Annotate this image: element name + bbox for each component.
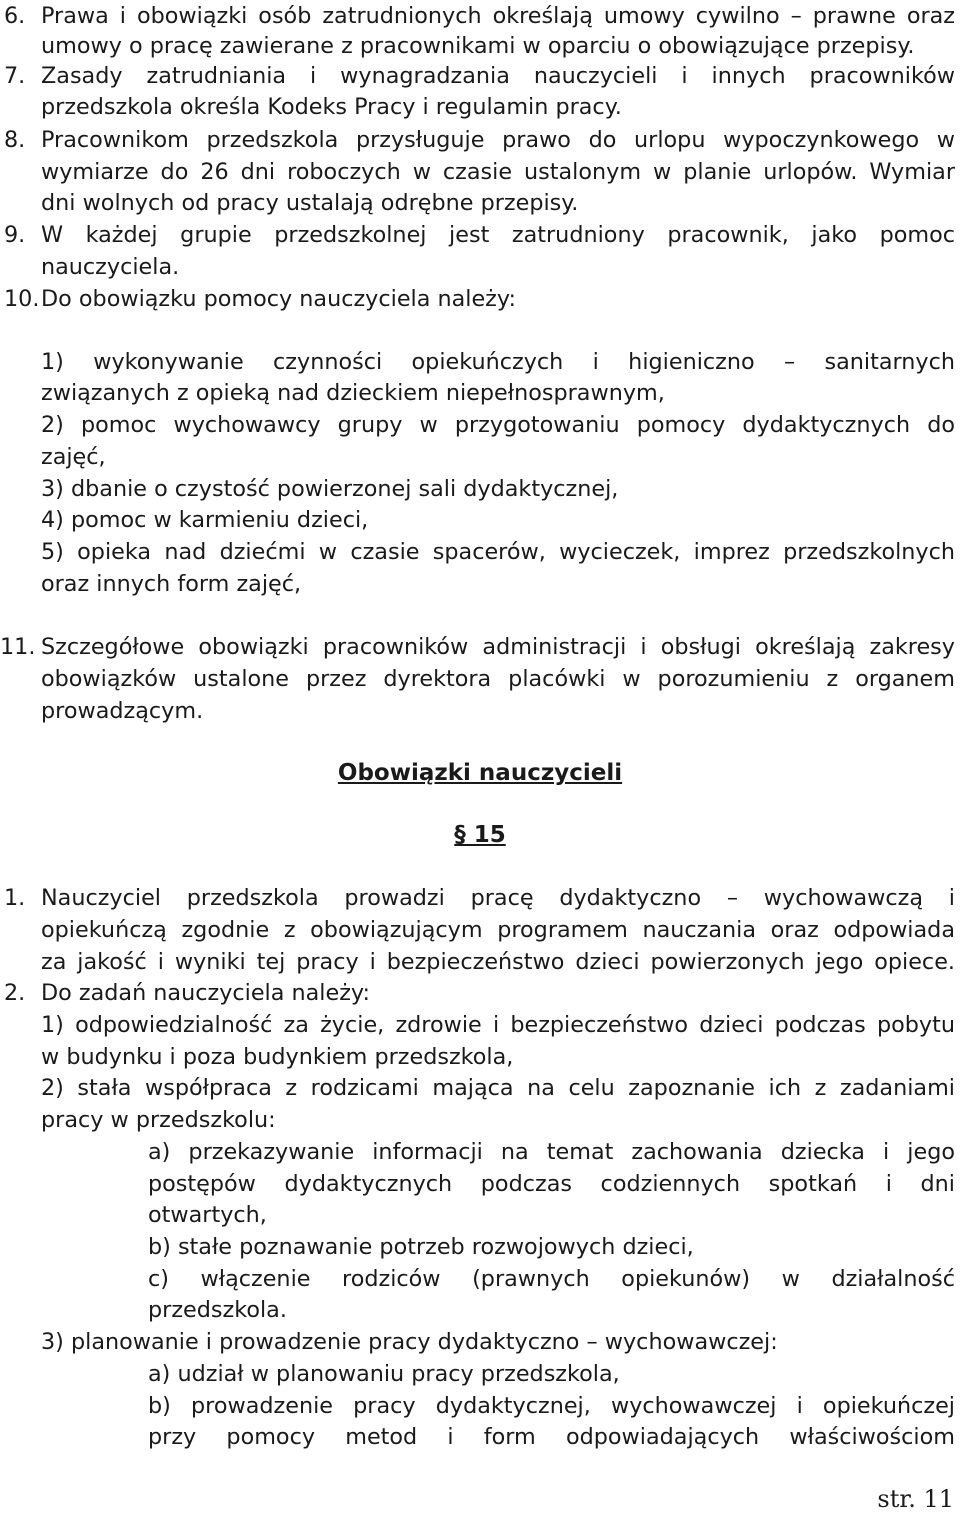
duty-text-line: związanych z opieką nad dzieckiem niepełnosprawnym, [41,380,665,406]
item-text-line: dni wolnych od pracy ustalają odrębne przepisy. [41,190,579,216]
subtask-item [0,1263,960,1295]
item-number: 2. [4,980,26,1006]
item-text-line: prowadzącym. [41,698,204,724]
teacher-item-2 [0,977,960,1009]
item-text-line: W każdej grupie przedszkolnej jest zatrudniony pracownik, jako pomoc [41,222,955,248]
item-number: 8. [4,127,26,153]
item-text-line: Zasady zatrudniania i wynagradzania nauczycieli i innych pracowników [41,63,955,89]
section-title: Obowiązki nauczycieli [337,760,623,786]
subtask-text-line: a) przekazywanie informacji na temat zachowania dziecka i jego [148,1139,955,1165]
list-item-6 [0,0,960,32]
subtask-text-line: postępów dydaktycznych podczas codziennych spotkań i dni [148,1171,955,1197]
item-text-line: Prawa i obowiązki osób zatrudnionych określają umowy cywilno – prawne oraz [41,3,955,29]
item-text-line: Szczegółowe obowiązki pracowników administracji i obsługi określają zakresy [41,634,955,660]
item-text-line: nauczyciela. [41,254,180,280]
subtask-item [0,1358,960,1390]
subtask-text-line: przy pomocy metod i form odpowiadających właściwościom [148,1424,955,1450]
subtask-item [0,1390,960,1422]
page-number: str. 11 [877,1485,954,1513]
section-number: § 15 [454,822,506,848]
subtask-text-line: otwartych, [148,1202,267,1228]
duty-item [0,473,960,505]
task-text-line: pracy w przedszkolu: [41,1107,276,1133]
item-number: 6. [4,3,26,29]
item-text-line: Pracownikom przedszkola przysługuje prawo do urlopu wypoczynkowego w [41,127,955,153]
subtask-item [0,1136,960,1168]
task-item [0,1072,960,1104]
item-number: 9. [4,222,26,248]
duty-item [0,504,960,536]
subtask-text-line: b) prowadzenie pracy dydaktycznej, wychowawczej i opiekuńczej [148,1393,955,1419]
task-item [0,1326,960,1358]
subtask-text-line: przedszkola. [148,1297,287,1323]
item-text-line: umowy o pracę zawierane z pracownikami w oparciu o obowiązujące przepisy. [41,33,915,59]
duty-item [0,409,960,441]
duty-item [0,346,960,378]
duty-text-line: 3) dbanie o czystość powierzonej sali dydaktycznej, [41,476,619,502]
item-text-line: za jakość i wyniki tej pracy i bezpieczeństwo dzieci powierzonych jego opiece. [41,949,955,975]
task-text-line: 2) stała współpraca z rodzicami mająca na celu zapoznanie ich z zadaniami [41,1075,955,1101]
task-text-line: w budynku i poza budynkiem przedszkola, [41,1044,514,1070]
item-text-line: Do zadań nauczyciela należy: [41,980,370,1006]
duty-text-line: 2) pomoc wychowawcy grupy w przygotowaniu pomocy dydaktycznych do [41,412,955,438]
subtask-text-line: a) udział w planowaniu pracy przedszkola, [148,1361,620,1387]
list-item-7 [0,60,960,92]
task-text-line: 1) odpowiedzialność za życie, zdrowie i bezpieczeństwo dzieci podczas pobytu [41,1012,955,1038]
list-item-11 [0,631,960,663]
subtask-item [0,1231,960,1263]
item-text-line: wymiarze do 26 dni roboczych w czasie ustalonym w planie urlopów. Wymiar [41,159,955,185]
teacher-item-1 [0,882,960,914]
duty-item [0,536,960,568]
item-text-line: Nauczyciel przedszkola prowadzi pracę dydaktyczno – wychowawczą i [41,885,955,911]
list-item-8 [0,124,960,156]
item-text-line: opiekuńczą zgodnie z obowiązującym programem nauczania oraz odpowiada [41,917,955,943]
item-text-line: obowiązków ustalone przez dyrektora placówki w porozumieniu z organem [41,666,955,692]
item-number: 7. [4,63,26,89]
item-text-line: Do obowiązku pomocy nauczyciela należy: [41,286,516,312]
list-item-10 [0,283,960,315]
duty-text-line: 4) pomoc w karmieniu dzieci, [41,507,369,533]
task-text-line: 3) planowanie i prowadzenie pracy dydaktyczno – wychowawczej: [41,1329,778,1355]
duty-text-line: zajęć, [41,444,106,470]
duty-text-line: 5) opieka nad dziećmi w czasie spacerów, wycieczek, imprez przedszkolnych [41,539,955,565]
item-number: 1. [4,885,26,911]
duty-text-line: oraz innych form zajęć, [41,571,302,597]
item-text-line: przedszkola określa Kodeks Pracy i regulamin pracy. [41,94,622,120]
duty-text-line: 1) wykonywanie czynności opiekuńczych i higieniczno – sanitarnych [41,349,955,375]
subtask-text-line: b) stałe poznawanie potrzeb rozwojowych dzieci, [148,1234,694,1260]
item-number: 11. [0,634,36,660]
task-item [0,1009,960,1041]
item-number: 10. [4,286,40,312]
subtask-text-line: c) włączenie rodziców (prawnych opiekunów) w działalność [148,1266,955,1292]
list-item-9 [0,219,960,251]
